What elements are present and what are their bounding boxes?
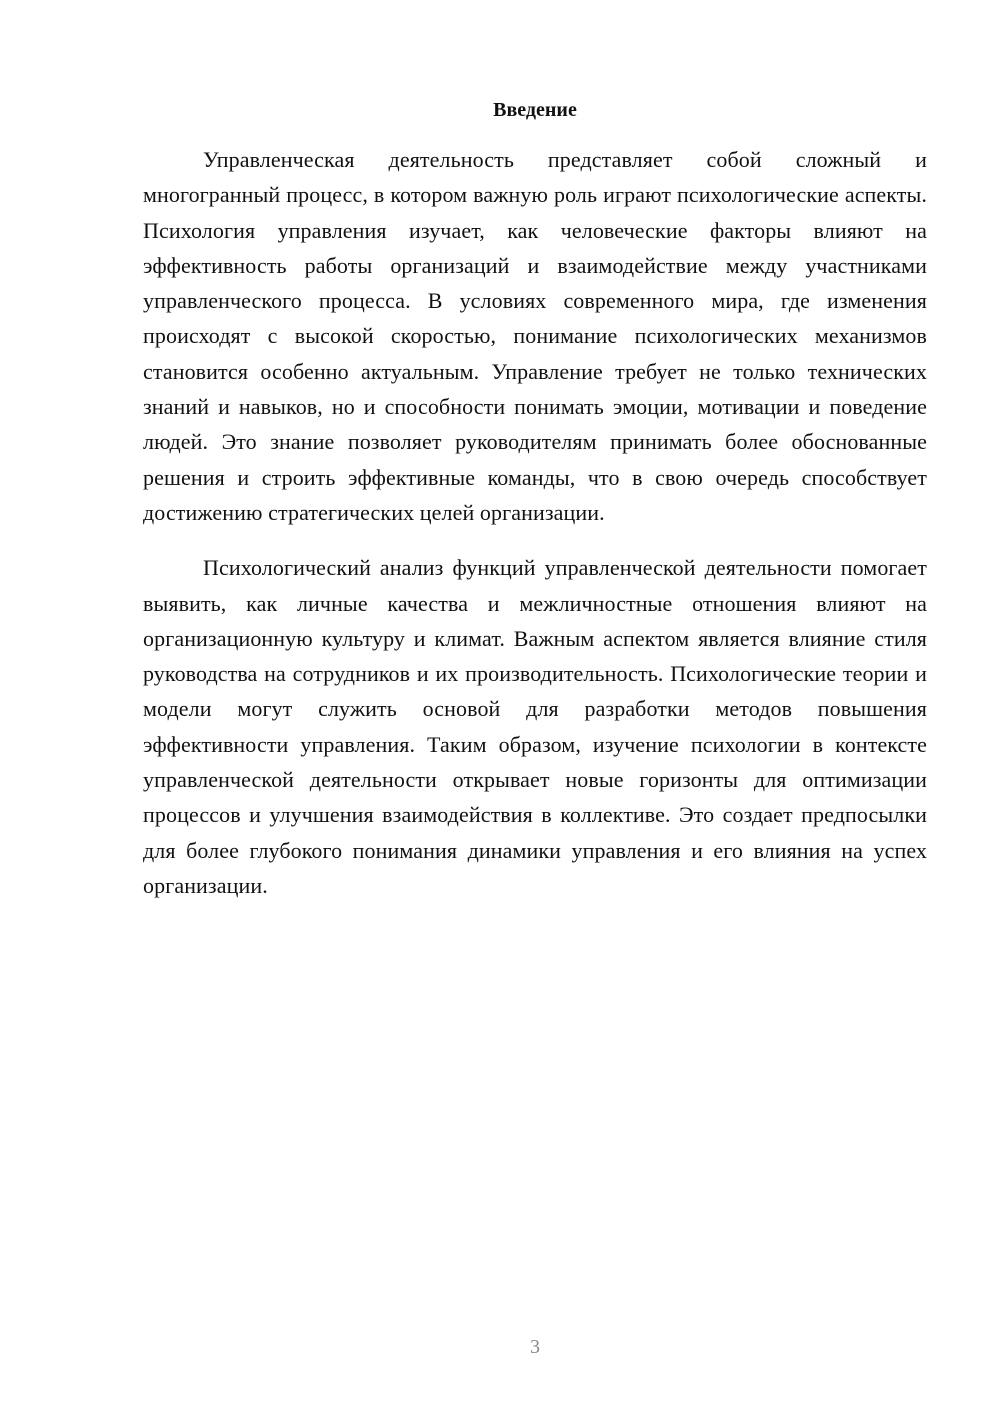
paragraph-2: Психологический анализ функций управленческой деятельности помогает выявить, как личные качества и межличностные отношения влияют на организационную культуру и климат. Важным аспектом является влияние стиля руководства на сотрудников и их производительность. Психологические теории и модели могут служить основой для разработки методов повышения эффективности управления. Таким образом, изучение психологии в контексте управленческой деятельности открывает новые горизонты для оптимизации процессов и улучшения взаимодействия в коллективе. Это создает предпосылки для более глубокого понимания динамики управления и его влияния на успех организации.: [143, 555, 927, 898]
section-heading: Введение: [493, 99, 577, 121]
page-number: 3: [530, 1336, 540, 1358]
body-text: [143, 142, 927, 903]
paragraph-1: Управленческая деятельность представляет собой сложный и многогранный процесс, в котором важную роль играют психологические аспекты. Психология управления изучает, как человеческие факторы влияют на эффективность работы организаций и взаимодействие между участниками управленческого процесса. В условиях современного мира, где изменения происходят с высокой скоростью, понимание психологических механизмов становится особенно актуальным. Управление требует не только технических знаний и навыков, но и способности понимать эмоции, мотивации и поведение людей. Это знание позволяет руководителям принимать более обоснованные решения и строить эффективные команды, что в свою очередь способствует достижению стратегических целей организации.: [143, 147, 927, 525]
